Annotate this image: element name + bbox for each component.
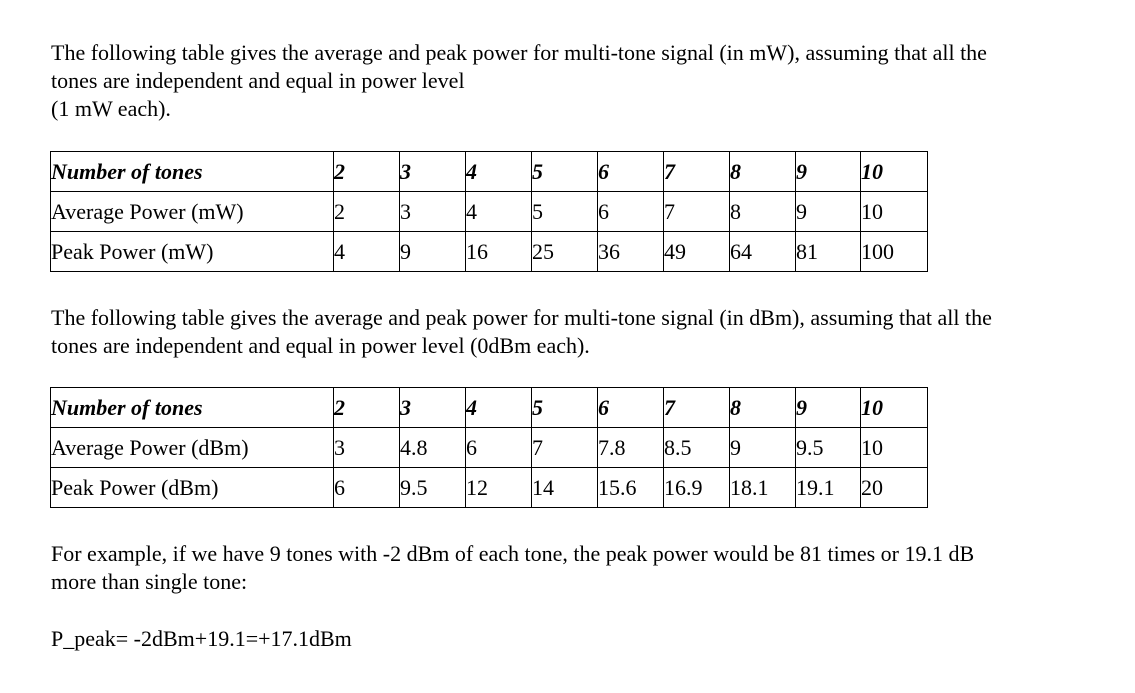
table-header-cell: 6 <box>598 152 664 192</box>
table-header-cell: 2 <box>334 152 400 192</box>
table-cell: 18.1 <box>730 468 796 508</box>
table-header-cell: 7 <box>664 388 730 428</box>
table-row <box>51 468 928 508</box>
table-header-cell: 4 <box>466 152 532 192</box>
dbm-power-table <box>50 387 928 508</box>
table-cell: 8 <box>730 192 796 232</box>
table-cell: 9.5 <box>400 468 466 508</box>
table-cell: 36 <box>598 232 664 272</box>
table-header-cell: 10 <box>861 388 928 428</box>
table-cell: 5 <box>532 192 598 232</box>
table-cell: 7 <box>664 192 730 232</box>
row-label: Peak Power (dBm) <box>51 468 334 508</box>
table-cell: 100 <box>861 232 928 272</box>
intro-paragraph-mw <box>51 39 987 123</box>
table-header-label: Number of tones <box>51 152 334 192</box>
table-cell: 14 <box>532 468 598 508</box>
example-line-1: For example, if we have 9 tones with -2 dBm of each tone, the peak power would be 81 times or 19.1 dB <box>51 541 975 566</box>
table-header-cell: 4 <box>466 388 532 428</box>
table-cell: 4 <box>466 192 532 232</box>
table-cell: 25 <box>532 232 598 272</box>
table-cell: 16 <box>466 232 532 272</box>
table-cell: 2 <box>334 192 400 232</box>
table-cell: 6 <box>598 192 664 232</box>
table-header-row <box>51 388 928 428</box>
intro-dbm-line-2: tones are independent and equal in power level (0dBm each). <box>51 333 590 358</box>
table-header-cell: 8 <box>730 152 796 192</box>
intro-dbm-line-1: The following table gives the average and peak power for multi-tone signal (in dBm), assuming that all the <box>51 305 992 330</box>
intro-mw-line-3: (1 mW each). <box>51 96 171 121</box>
intro-mw-line-2: tones are independent and equal in power level <box>51 68 465 93</box>
table-cell: 16.9 <box>664 468 730 508</box>
table-cell: 19.1 <box>796 468 861 508</box>
example-line-2: more than single tone: <box>51 569 248 594</box>
intro-mw-line-1: The following table gives the average and peak power for multi-tone signal (in mW), assuming that all the <box>51 40 987 65</box>
table-row <box>51 192 928 232</box>
row-label: Average Power (dBm) <box>51 428 334 468</box>
table-header-cell: 3 <box>400 388 466 428</box>
table-cell: 9 <box>730 428 796 468</box>
table-header-label: Number of tones <box>51 388 334 428</box>
table-cell: 81 <box>796 232 861 272</box>
table-cell: 3 <box>400 192 466 232</box>
table-cell: 4 <box>334 232 400 272</box>
table-cell: 64 <box>730 232 796 272</box>
table-header-cell: 6 <box>598 388 664 428</box>
intro-paragraph-dbm <box>51 304 992 360</box>
table-header-cell: 5 <box>532 388 598 428</box>
table-cell: 9.5 <box>796 428 861 468</box>
table-cell: 20 <box>861 468 928 508</box>
table-header-cell: 2 <box>334 388 400 428</box>
table-cell: 9 <box>400 232 466 272</box>
table-cell: 6 <box>334 468 400 508</box>
table-cell: 15.6 <box>598 468 664 508</box>
table-row <box>51 232 928 272</box>
table-cell: 10 <box>861 428 928 468</box>
example-paragraph <box>51 540 974 596</box>
table-row <box>51 428 928 468</box>
row-label: Peak Power (mW) <box>51 232 334 272</box>
row-label: Average Power (mW) <box>51 192 334 232</box>
table-cell: 4.8 <box>400 428 466 468</box>
table-cell: 8.5 <box>664 428 730 468</box>
table-header-cell: 9 <box>796 152 861 192</box>
table-cell: 7 <box>532 428 598 468</box>
table-header-cell: 7 <box>664 152 730 192</box>
table-cell: 10 <box>861 192 928 232</box>
table-header-cell: 10 <box>861 152 928 192</box>
table-cell: 49 <box>664 232 730 272</box>
table-header-cell: 5 <box>532 152 598 192</box>
table-cell: 9 <box>796 192 861 232</box>
table-header-row <box>51 152 928 192</box>
table-header-cell: 3 <box>400 152 466 192</box>
table-header-cell: 9 <box>796 388 861 428</box>
table-cell: 3 <box>334 428 400 468</box>
table-cell: 7.8 <box>598 428 664 468</box>
table-cell: 6 <box>466 428 532 468</box>
table-cell: 12 <box>466 468 532 508</box>
mw-power-table <box>50 151 928 272</box>
table-header-cell: 8 <box>730 388 796 428</box>
peak-power-formula: P_peak= -2dBm+19.1=+17.1dBm <box>51 626 352 651</box>
